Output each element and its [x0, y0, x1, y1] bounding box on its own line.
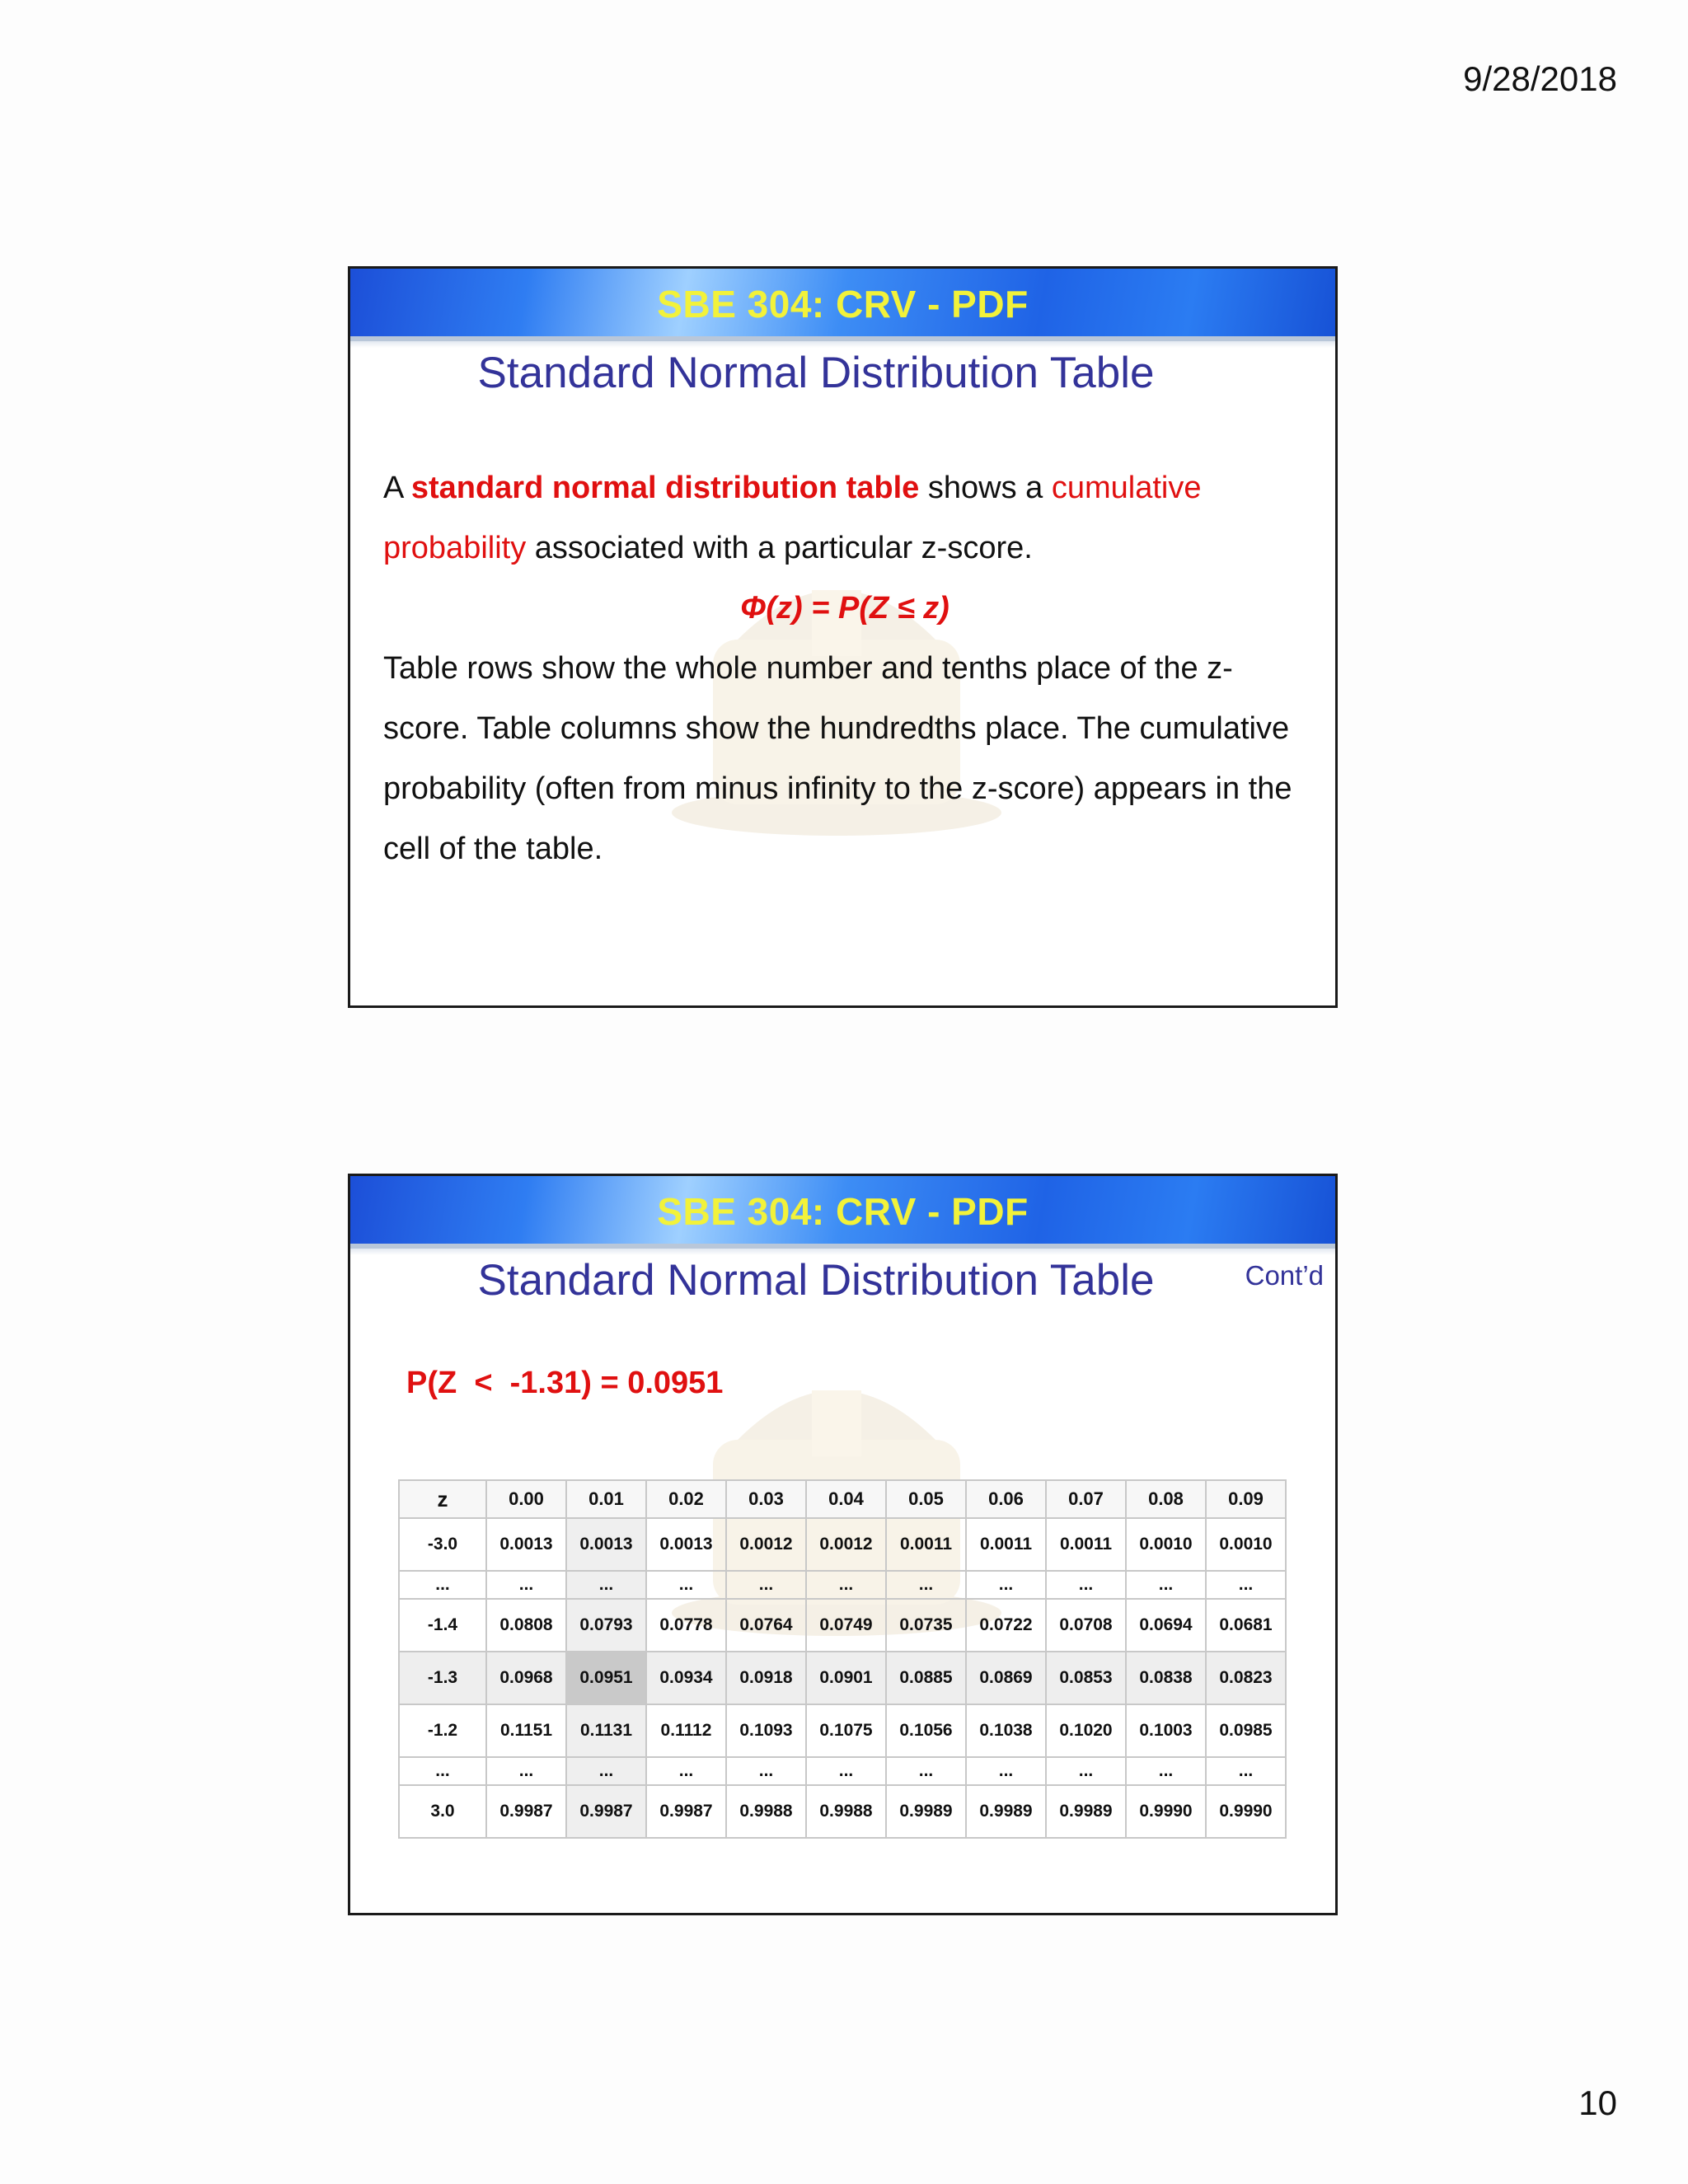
- table-row: [399, 1785, 1286, 1838]
- table-cell: 0.1131: [566, 1704, 646, 1757]
- table-cell: 0.0869: [966, 1652, 1046, 1704]
- z-cell: -1.2: [399, 1704, 486, 1757]
- table-cell: ...: [566, 1757, 646, 1785]
- table-cell: 0.0934: [646, 1652, 726, 1704]
- table-cell: 0.0901: [806, 1652, 886, 1704]
- ellipsis-row: [399, 1571, 1286, 1599]
- table-cell: 0.0011: [966, 1518, 1046, 1571]
- slide-banner: [350, 269, 1335, 341]
- table-cell: 0.0968: [486, 1652, 566, 1704]
- z-cell: -1.4: [399, 1599, 486, 1652]
- probability-text: P(Z < -1.31) = 0.0951: [406, 1366, 724, 1400]
- table-cell: 0.0013: [566, 1518, 646, 1571]
- table-cell: 0.1112: [646, 1704, 726, 1757]
- highlight-term: standard normal distribution table: [410, 471, 920, 505]
- table-cell: 0.9990: [1126, 1785, 1206, 1838]
- table-cell: 0.0823: [1206, 1652, 1286, 1704]
- table-cell: 0.9987: [486, 1785, 566, 1838]
- header-cell: 0.00: [486, 1480, 566, 1518]
- table-cell: ...: [566, 1571, 646, 1599]
- slide-2: [348, 1174, 1338, 1915]
- table-cell: ...: [646, 1757, 726, 1785]
- table-row: [399, 1518, 1286, 1571]
- table-explanation-paragraph: Table rows show the whole number and tenths place of the z-score. Table columns show the hundredths place. The cumulative probability (often from minus infinity to the z-score) appears in the cell of the table.: [383, 651, 1292, 866]
- text-run: shows a: [919, 471, 1052, 505]
- table-cell: 0.1003: [1126, 1704, 1206, 1757]
- highlighted-table-row: [399, 1652, 1286, 1704]
- table-cell: ...: [1206, 1571, 1286, 1599]
- table-cell: 0.9987: [566, 1785, 646, 1838]
- ellipsis-row: [399, 1757, 1286, 1785]
- slide-title: Standard Normal Distribution Table: [477, 349, 1155, 397]
- table-cell: 0.0749: [806, 1599, 886, 1652]
- table-cell: ...: [806, 1757, 886, 1785]
- definition-paragraph: [383, 458, 1306, 579]
- cdf-formula: Φ(z) = P(Z ≤ z): [740, 591, 950, 626]
- table-cell: ...: [1126, 1757, 1206, 1785]
- table-cell: ...: [886, 1571, 966, 1599]
- slide-banner: [350, 1176, 1335, 1249]
- table-cell: 0.1020: [1046, 1704, 1126, 1757]
- table-cell: ...: [966, 1571, 1046, 1599]
- table-cell: 0.9988: [806, 1785, 886, 1838]
- table-cell: ...: [646, 1571, 726, 1599]
- table-cell: 0.1038: [966, 1704, 1046, 1757]
- table-cell: 0.1093: [726, 1704, 806, 1757]
- table-cell: ...: [966, 1757, 1046, 1785]
- z-table: [398, 1479, 1287, 1839]
- table-cell: ...: [726, 1571, 806, 1599]
- header-cell: 0.09: [1206, 1480, 1286, 1518]
- table-row: [399, 1704, 1286, 1757]
- table-cell: 0.0985: [1206, 1704, 1286, 1757]
- table-cell: 0.9988: [726, 1785, 806, 1838]
- header-cell: 0.08: [1126, 1480, 1206, 1518]
- header-cell: 0.02: [646, 1480, 726, 1518]
- banner-underline: [350, 1249, 1335, 1255]
- table-cell: 0.1151: [486, 1704, 566, 1757]
- header-cell: 0.01: [566, 1480, 646, 1518]
- table-cell: ...: [399, 1757, 486, 1785]
- header-cell: 0.06: [966, 1480, 1046, 1518]
- table-cell: ...: [399, 1571, 486, 1599]
- table-cell: ...: [486, 1571, 566, 1599]
- z-cell: -1.3: [399, 1652, 486, 1704]
- table-cell: 0.0778: [646, 1599, 726, 1652]
- table-cell: ...: [806, 1571, 886, 1599]
- header-cell: 0.05: [886, 1480, 966, 1518]
- table-cell: 0.9989: [966, 1785, 1046, 1838]
- banner-underline: [350, 341, 1335, 348]
- header-cell: 0.03: [726, 1480, 806, 1518]
- table-cell: ...: [1126, 1571, 1206, 1599]
- table-cell: 0.0694: [1126, 1599, 1206, 1652]
- table-cell: 0.0764: [726, 1599, 806, 1652]
- table-row: [399, 1599, 1286, 1652]
- table-cell: 0.9990: [1206, 1785, 1286, 1838]
- table-cell: ...: [1046, 1571, 1126, 1599]
- highlighted-table-cell: 0.0951: [566, 1652, 646, 1704]
- table-header-row: [399, 1480, 1286, 1518]
- slide-1: [348, 266, 1338, 1008]
- table-cell: ...: [486, 1757, 566, 1785]
- table-cell: ...: [1046, 1757, 1126, 1785]
- page-number: 10: [1578, 2083, 1617, 2122]
- table-cell: 0.1075: [806, 1704, 886, 1757]
- highlight-term: cumulative probability: [383, 471, 1202, 565]
- banner-title: SBE 304: CRV - PDF: [657, 1190, 1029, 1233]
- text-run: A: [383, 471, 411, 505]
- table-cell: ...: [886, 1757, 966, 1785]
- table-cell: 0.0010: [1206, 1518, 1286, 1571]
- table-cell: 0.0735: [886, 1599, 966, 1652]
- table-cell: ...: [1206, 1757, 1286, 1785]
- table-cell: 0.9989: [886, 1785, 966, 1838]
- header-cell: 0.07: [1046, 1480, 1126, 1518]
- table-cell: 0.0808: [486, 1599, 566, 1652]
- table-cell: 0.0011: [886, 1518, 966, 1571]
- probability-example: [406, 1366, 723, 1401]
- table-cell: 0.0013: [646, 1518, 726, 1571]
- table-cell: 0.0010: [1126, 1518, 1206, 1571]
- table-cell: 0.0011: [1046, 1518, 1126, 1571]
- table-cell: 0.0838: [1126, 1652, 1206, 1704]
- table-cell: 0.0708: [1046, 1599, 1126, 1652]
- banner-title: SBE 304: CRV - PDF: [657, 283, 1029, 326]
- table-cell: 0.1056: [886, 1704, 966, 1757]
- table-cell: 0.0853: [1046, 1652, 1126, 1704]
- table-cell: ...: [726, 1757, 806, 1785]
- table-cell: 0.0012: [806, 1518, 886, 1571]
- table-cell: 0.0918: [726, 1652, 806, 1704]
- z-cell: 3.0: [399, 1785, 486, 1838]
- table-cell: 0.0681: [1206, 1599, 1286, 1652]
- z-cell: -3.0: [399, 1518, 486, 1571]
- slide-body: [383, 458, 1306, 879]
- table-cell: 0.0013: [486, 1518, 566, 1571]
- table-cell: 0.9989: [1046, 1785, 1126, 1838]
- table-cell: 0.0885: [886, 1652, 966, 1704]
- table-cell: 0.0722: [966, 1599, 1046, 1652]
- header-cell: z: [399, 1480, 486, 1518]
- slide-title: Standard Normal Distribution Table: [477, 1256, 1155, 1305]
- table-cell: 0.9987: [646, 1785, 726, 1838]
- header-cell: 0.04: [806, 1480, 886, 1518]
- text-run: associated with a particular z-score.: [526, 531, 1033, 565]
- table-cell: 0.0012: [726, 1518, 806, 1571]
- page-date: 9/28/2018: [1463, 59, 1617, 98]
- table-cell: 0.0793: [566, 1599, 646, 1652]
- continued-label: Cont’d: [1245, 1260, 1324, 1291]
